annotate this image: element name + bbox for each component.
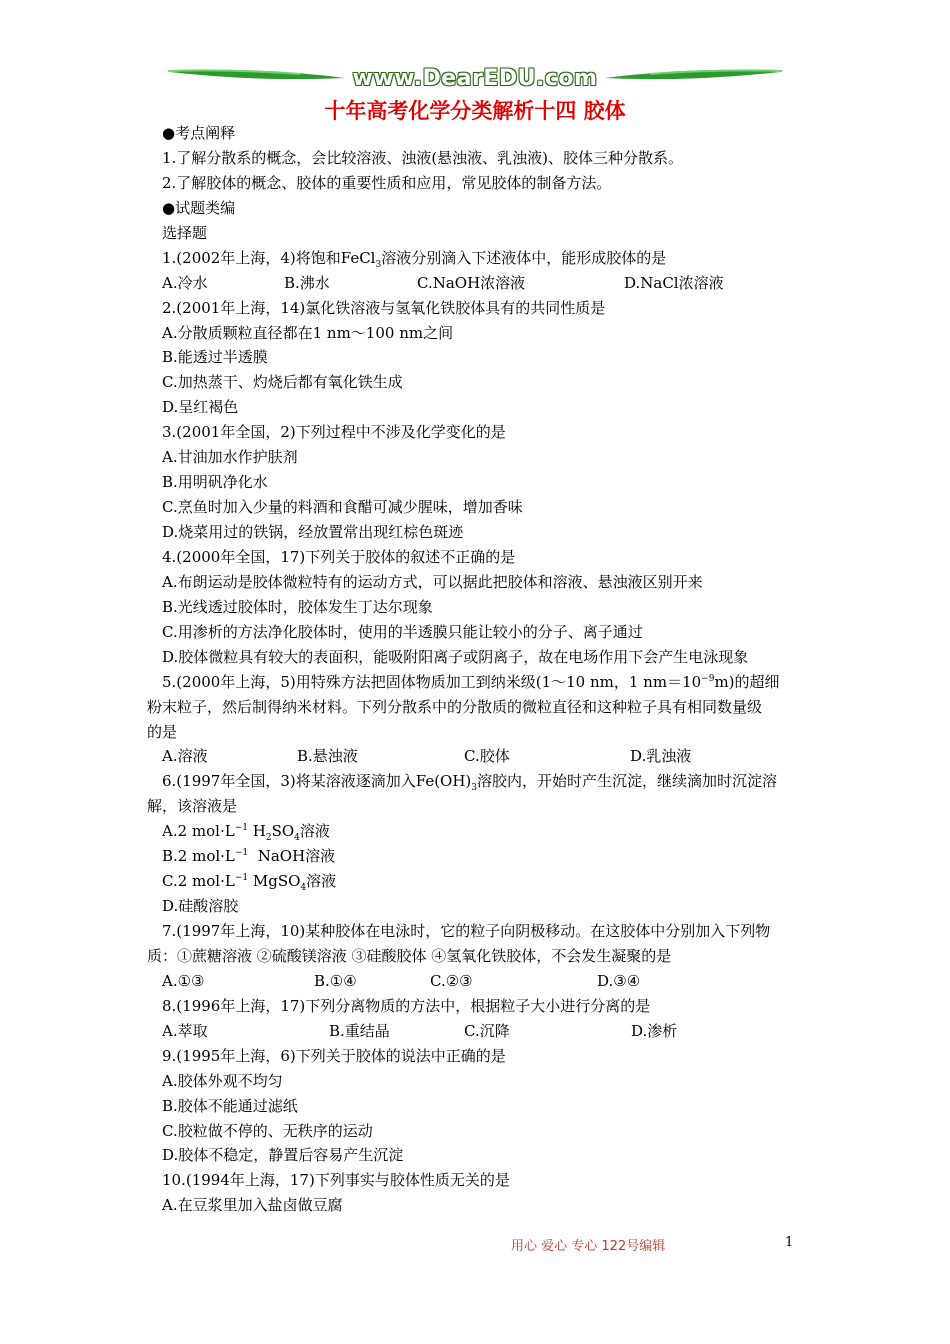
option: D.胶体不稳定，静置后容易产生沉淀 [162,1146,404,1165]
option: B.光线透过胶体时，胶体发生丁达尔现象 [162,597,433,616]
option-row [162,1019,827,1044]
option: B.2 $mol\cdot L^{-1}$ NaOH溶液 [162,847,336,866]
option: B.能透过半透膜 [162,348,268,367]
page-title: 十年高考化学分类解析十四 胶体 [324,99,626,123]
question-stem-continued: 粉末粒子，然后制得纳米材料。下列分散系中的分散质的微粒直径和这种粒子具有相同数量级 [147,697,763,716]
paragraph: 1.了解分散系的概念，会比较溶液、浊液(悬浊液、乳浊液)、胶体三种分散系。 [162,148,684,167]
site-banner [160,58,790,98]
option: A.萃取 [162,1021,208,1040]
question-stem: 1.(2002年上海，4)将饱和FeCl$_3$溶液分别滴入下述液体中，能形成胶体的是 [162,248,667,270]
option: B.悬浊液 [297,747,358,766]
footer-text: 用心 爱心 专心 122号编辑 [511,1239,666,1254]
option: A.①③ [162,971,205,990]
option: D.呈红褐色 [162,398,239,417]
option: C.用渗析的方法净化胶体时，使用的半透膜只能让较小的分子、离子通过 [162,622,643,641]
option: C.沉降 [464,1021,510,1040]
option: B.沸水 [284,273,330,292]
option: B.用明矾净化水 [162,473,268,492]
option: D.烧菜用过的铁锅，经放置常出现红棕色斑迹 [162,523,464,541]
option-row [162,744,827,769]
option: D.胶体微粒具有较大的表面积，能吸附阳离子或阴离子，故在电场作用下会产生电泳现象 [162,647,749,666]
option: A.布朗运动是胶体微粒特有的运动方式，可以据此把胶体和溶液、悬浊液区别开来 [162,572,703,591]
option: A.分散质颗粒直径都在1 nm～100 nm之间 [162,323,454,342]
option: D.硅酸溶胶 [162,897,239,916]
question-stem: 5.(2000年上海，5)用特殊方法把固体物质加工到纳米级(1～10 nm，1 $nm=10^{-9}m$)的超细 [162,672,780,691]
option: A.冷水 [162,273,208,292]
option: C.胶体 [464,747,510,766]
option: A.2 $mol\cdot L^{-1}$ $H_2SO_4$溶液 [162,822,330,844]
option: D.NaCl浓溶液 [624,273,724,292]
section-heading: ●试题类编 [162,198,236,217]
option: D.③④ [597,971,641,990]
option: D.乳浊液 [630,747,692,766]
option: A.胶体外观不均匀 [162,1071,283,1090]
option: C.NaOH浓溶液 [417,273,526,292]
question-stem: 6.(1997年全国，3)将某溶液逐滴加入$Fe(OH)_3$溶胶内，开始时产生沉淀，继续滴加时沉淀溶 [162,772,778,794]
option: C.②③ [430,971,473,990]
page-number: 1 [785,1235,794,1250]
option: B.①④ [314,971,357,990]
question-stem-continued: 解，该溶液是 [147,797,238,816]
question-stem-continued: 的是 [147,722,178,741]
question-stem: 3.(2001年全国，2)下列过程中不涉及化学变化的是 [162,423,506,442]
option: D.渗析 [631,1021,678,1040]
question-stem: 2.(2001年上海，14)氯化铁溶液与氢氧化铁胶体具有的共同性质是 [162,298,606,317]
option: C.胶粒做不停的、无秩序的运动 [162,1121,373,1140]
question-stem: 7.(1997年上海，10)某种胶体在电泳时，它的粒子向阴极移动。在这胶体中分别加入下列物 [162,922,771,940]
option: C.烹鱼时加入少量的料酒和食醋可减少腥味，增加香味 [162,498,523,517]
question-stem: 10.(1994年上海，17)下列事实与胶体性质无关的是 [162,1171,510,1190]
document-body [147,121,827,1218]
option: B.重结晶 [329,1021,390,1040]
question-stem: 9.(1995年上海，6)下列关于胶体的说法中正确的是 [162,1046,506,1065]
option: C.加热蒸干、灼烧后都有氧化铁生成 [162,373,403,392]
section-subheading: 选择题 [162,223,208,242]
option-row [162,271,827,296]
site-logo-text: www.DearEDU.com [352,66,598,91]
paragraph: 2.了解胶体的概念、胶体的重要性质和应用，常见胶体的制备方法。 [162,173,612,192]
question-stem-continued: 质：①蔗糖溶液 ②硫酸镁溶液 ③硅酸胶体 ④氢氧化铁胶体，不会发生凝聚的是 [147,946,672,965]
section-heading: ●考点阐释 [162,124,236,142]
option: A.在豆浆里加入盐卤做豆腐 [162,1196,343,1215]
question-stem: 8.(1996年上海，17)下列分离物质的方法中，根据粒子大小进行分离的是 [162,996,651,1015]
option: C.2 $mol\cdot L^{-1}$ MgSO$_4$溶液 [162,872,337,894]
option: A.溶液 [162,747,208,766]
option: B.胶体不能通过滤纸 [162,1096,298,1115]
option-row [162,969,827,994]
option: A.甘油加水作护肤剂 [162,448,298,467]
question-stem: 4.(2000年全国，17)下列关于胶体的叙述不正确的是 [162,547,516,566]
